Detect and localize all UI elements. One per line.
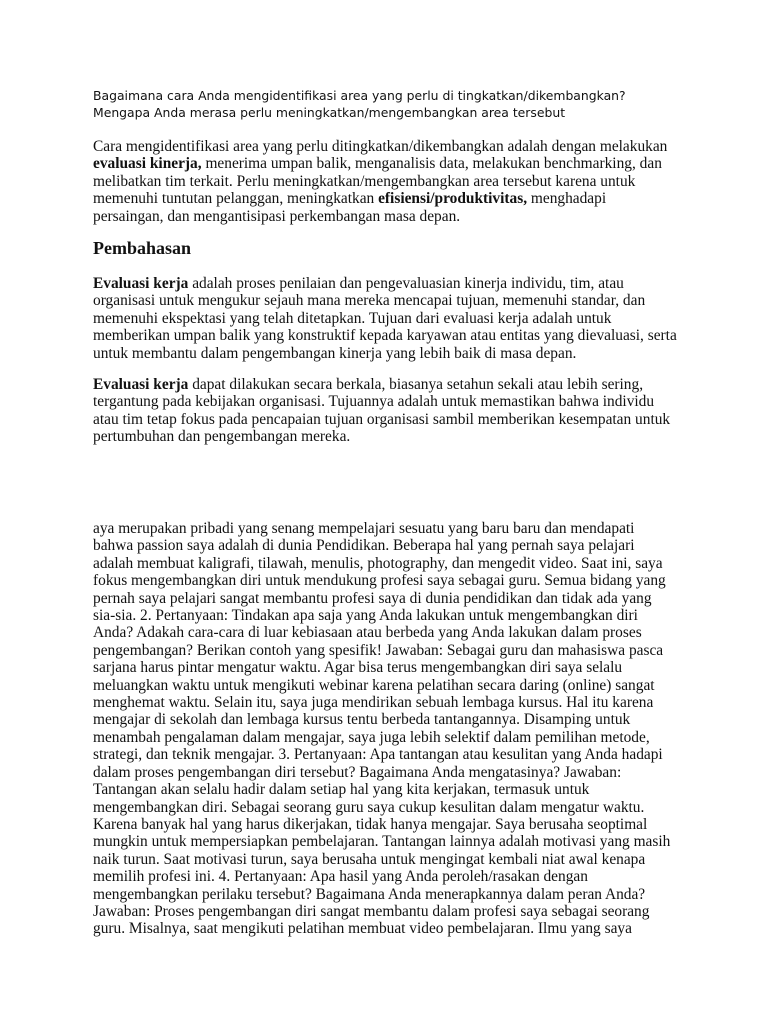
answer-paragraph (93, 138, 678, 225)
paragraph-bold-term: Evaluasi kerja (93, 376, 189, 393)
answer-text: Cara mengidentifikasi area yang perlu ditingkatkan/dikembangkan adalah dengan melakukan (93, 138, 668, 155)
paragraph-text: adalah proses penilaian dan pengevaluasian kinerja individu, tim, atau organisasi untuk mengukur sejauh mana mereka mencapai tujuan, memenuhi standar, dan memenuhi ekspektasi yang telah ditetapkan. Tujuan dari evaluasi kerja adalah untuk memberikan umpan balik yang konstruktif kepada karyawan atau entitas yang dievaluasi, serta untuk membantu dalam pengembangan kinerja yang lebih baik di masa depan. (93, 275, 677, 362)
answer-text: menghadapi persaingan, dan mengantisipasi perkembangan masa depan. (93, 190, 607, 225)
paragraph-bold-term: Evaluasi kerja (93, 275, 189, 292)
frequency-paragraph (93, 376, 678, 446)
paragraph-text: dapat dilakukan secara berkala, biasanya setahun sekali atau lebih sering, tergantung pada kebijakan organisasi. Tujuannya adalah untuk memastikan bahwa individu atau tim tetap fokus pada pencapaian tujuan organisasi sambil memberikan kesempatan untuk pertumbuhan dan pengembangan mereka. (93, 376, 671, 446)
answer-bold-term: efisiensi/produktivitas, (378, 190, 528, 208)
definition-paragraph (93, 275, 678, 362)
answer-text: menerima umpan balik, menganalisis data, melakukan benchmarking, dan melibatkan tim terkait. Perlu meningkatkan/mengembangkan area tersebut karena untuk memenuhi tuntutan pelanggan, meningkatkan (93, 155, 662, 208)
reflection-paragraph: aya merupakan pribadi yang senang mempelajari sesuatu yang baru baru dan mendapati bahwa passion saya adalah di dunia Pendidikan. Beberapa hal yang pernah saya pelajari adalah membuat kaligrafi, tilawah, menulis, photography, dan mengedit video. Saat ini, saya fokus mengembangkan diri untuk mendukung profesi saya sebagai guru. Semua bidang yang pernah saya pelajari sangat membantu profesi saya di dunia pendidikan dan tidak ada yang sia-sia. 2. Pertanyaan: Tindakan apa saja yang Anda lakukan untuk mengembangkan diri Anda? Adakah cara-cara di luar kebiasaan atau berbeda yang Anda lakukan dalam proses pengembangan? Berikan contoh yang spesifik! Jawaban: Sebagai guru dan mahasiswa pasca sarjana harus pintar mengatur waktu. Agar bisa terus mengembangkan diri saya selalu meluangkan waktu untuk mengikuti webinar karena pelatihan secara daring (online) sangat menghemat waktu. Selain itu, saya juga mendirikan sebuah lembaga kursus. Hal itu karena mengajar di sekolah dan lembaga kursus tentu berbeda tantangannya. Disamping untuk menambah pengalaman dalam mengajar, saya juga lebih selektif dalam pemilihan metode, strategi, dan teknik mengajar. 3. Pertanyaan: Apa tantangan atau kesulitan yang Anda hadapi dalam proses pengembangan diri tersebut? Bagaimana Anda mengatasinya? Jawaban: Tantangan akan selalu hadir dalam setiap hal yang kita kerjakan, termasuk untuk mengembangkan diri. Sebagai seorang guru saya cukup kesulitan dalam mengatur waktu. Karena banyak hal yang harus dikerjakan, tidak hanya mengajar. Saya berusaha seoptimal mungkin untuk mempersiapkan pembelajaran. Tantangan lainnya adalah motivasi yang masih naik turun. Saat motivasi turun, saya berusaha untuk mengingat kembali niat awal kenapa memilih profesi ini. 4. Pertanyaan: Apa hasil yang Anda peroleh/rasakan dengan mengembangkan perilaku tersebut? Bagaimana Anda menerapkannya dalam peran Anda? Jawaban: Proses pengembangan diri sangat membantu dalam profesi saya sebagai seorang guru. Misalnya, saat mengikuti pelatihan membuat video pembelajaran. Ilmu yang saya (93, 520, 671, 938)
question-heading: Bagaimana cara Anda mengidentifikasi area yang perlu di tingkatkan/dikembangkan? Mengapa Anda merasa perlu meningkatkan/mengembangkan area tersebut (93, 88, 626, 120)
answer-bold-term: evaluasi kinerja, (93, 155, 202, 173)
section-heading: Pembahasan (93, 238, 192, 258)
